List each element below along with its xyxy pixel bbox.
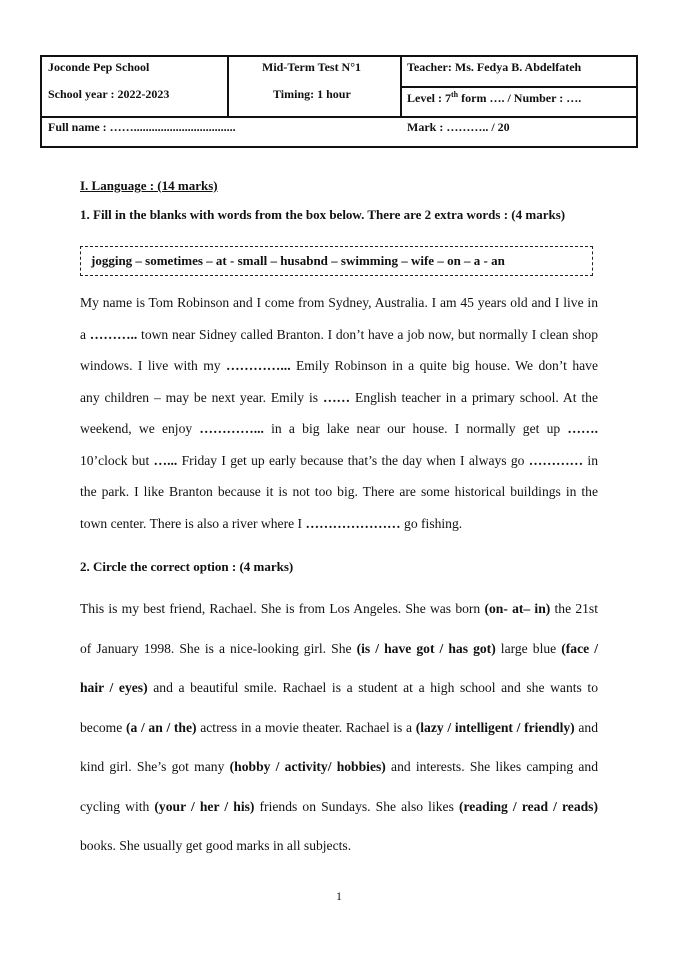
text-line: [80, 600, 598, 618]
level-number: form …. / Number : ….: [458, 91, 582, 105]
text-segment: cycling with: [80, 798, 155, 814]
school-year: School year : 2022-2023: [48, 87, 170, 101]
level: [407, 90, 581, 106]
text-line: [80, 679, 598, 697]
text-segment: large blue: [495, 640, 562, 656]
text-line: [80, 798, 598, 816]
task1-instruction: 1. Fill in the blanks with words from the box below. There are 2 extra words : (4 marks): [80, 207, 566, 222]
blank-or-option: hair / eyes): [80, 680, 148, 695]
school-name: Joconde Pep School: [48, 60, 150, 74]
text-segment: any children – may be next year. Emily is: [80, 389, 323, 405]
text-line: [80, 837, 598, 855]
text-segment: town near Sidney called Branton. I don’t have a job now, but normally I clean shop: [137, 326, 598, 342]
text-segment: town center. There is also a river where I: [80, 515, 306, 531]
text-segment: kind girl. She’s got many: [80, 759, 230, 774]
blank-or-option: …………: [528, 452, 584, 468]
text-line: [80, 357, 598, 375]
divider: [227, 57, 229, 117]
divider: [42, 116, 638, 118]
blank-or-option: …...: [153, 452, 178, 468]
blank-or-option: (lazy / intelligent / friendly): [415, 719, 575, 735]
blank-or-option: (reading / read / reads): [458, 798, 598, 814]
text-segment: the park. I like Branton because it is not too big. There are some historical buildings in the: [80, 484, 598, 499]
task2-instruction: 2. Circle the correct option : (4 marks): [80, 559, 294, 574]
blank-or-option: …….: [567, 421, 598, 436]
teacher: Teacher: Ms. Fedya B. Abdelfateh: [407, 60, 582, 74]
text-line: [80, 515, 598, 533]
text-segment: actress in a movie theater. Rachael is a: [196, 719, 416, 735]
blank-or-option: (face /: [561, 640, 599, 656]
header-table: [40, 55, 638, 148]
text-line: [80, 758, 598, 776]
blank-or-option: (your / her / his): [154, 798, 255, 814]
text-segment: English teacher in a primary school. At the: [350, 389, 598, 405]
text-line: [80, 719, 598, 737]
text-segment: Friday I get up early because that’s the day when I always go: [177, 452, 529, 468]
text-segment: become: [80, 719, 126, 735]
blank-or-option: (on- at– in): [484, 601, 551, 616]
text-line: [80, 483, 598, 501]
text-segment: My name is Tom Robinson and I come from Sydney, Australia. I am 45 years old and I live in: [80, 295, 598, 310]
timing: Timing: 1 hour: [273, 87, 351, 101]
text-segment: go fishing.: [400, 515, 463, 531]
text-segment: books. She usually get good marks in all subjects.: [80, 838, 352, 853]
blank-or-option: …………...: [199, 421, 264, 436]
divider: [400, 86, 638, 88]
text-segment: a: [80, 326, 90, 342]
text-segment: of January 1998. She is a nice-looking girl. She: [80, 640, 357, 656]
text-line: [80, 452, 598, 470]
full-name-field: Full name : ……..................................: [48, 120, 236, 134]
page-number: 1: [336, 889, 342, 903]
mark-field: Mark : ……….. / 20: [407, 120, 510, 134]
text-segment: in: [583, 452, 598, 468]
text-segment: Emily Robinson in a quite big house. We don’t have: [290, 358, 598, 373]
blank-or-option: ………..: [89, 326, 138, 342]
text-segment: weekend, we enjoy: [80, 421, 200, 436]
blank-or-option: (is / have got / has got): [356, 640, 496, 656]
text-segment: This is my best friend, Rachael. She is from Los Angeles. She was born: [80, 601, 485, 616]
blank-or-option: (hobby / activity/ hobbies): [229, 759, 386, 774]
text-line: [80, 294, 598, 312]
text-segment: friends on Sundays. She also likes: [254, 798, 459, 814]
test-title: Mid-Term Test N°1: [262, 60, 362, 74]
text-line: [80, 326, 598, 344]
text-line: [80, 420, 598, 438]
blank-or-option: (a / an / the): [125, 719, 197, 735]
text-line: [80, 640, 598, 658]
level-label: Level : 7: [407, 91, 451, 105]
text-segment: the 21st: [550, 601, 598, 616]
text-line: [80, 389, 598, 407]
text-segment: 10’clock but: [80, 452, 154, 468]
text-segment: and: [574, 719, 598, 735]
section-title: I. Language : (14 marks): [80, 178, 218, 193]
text-segment: and a beautiful smile. Rachael is a student at a high school and she wants to: [147, 680, 598, 695]
text-segment: windows. I live with my: [80, 358, 227, 373]
text-segment: and interests. She likes camping and: [385, 759, 599, 774]
text-segment: in a big lake near our house. I normally get up: [263, 421, 568, 436]
word-box: jogging – sometimes – at - small – husabnd – swimming – wife – on – a - an: [80, 246, 593, 276]
level-sup: th: [451, 90, 459, 99]
blank-or-option: ……: [322, 389, 351, 405]
blank-or-option: …………………: [305, 515, 401, 531]
blank-or-option: …………...: [226, 358, 291, 373]
